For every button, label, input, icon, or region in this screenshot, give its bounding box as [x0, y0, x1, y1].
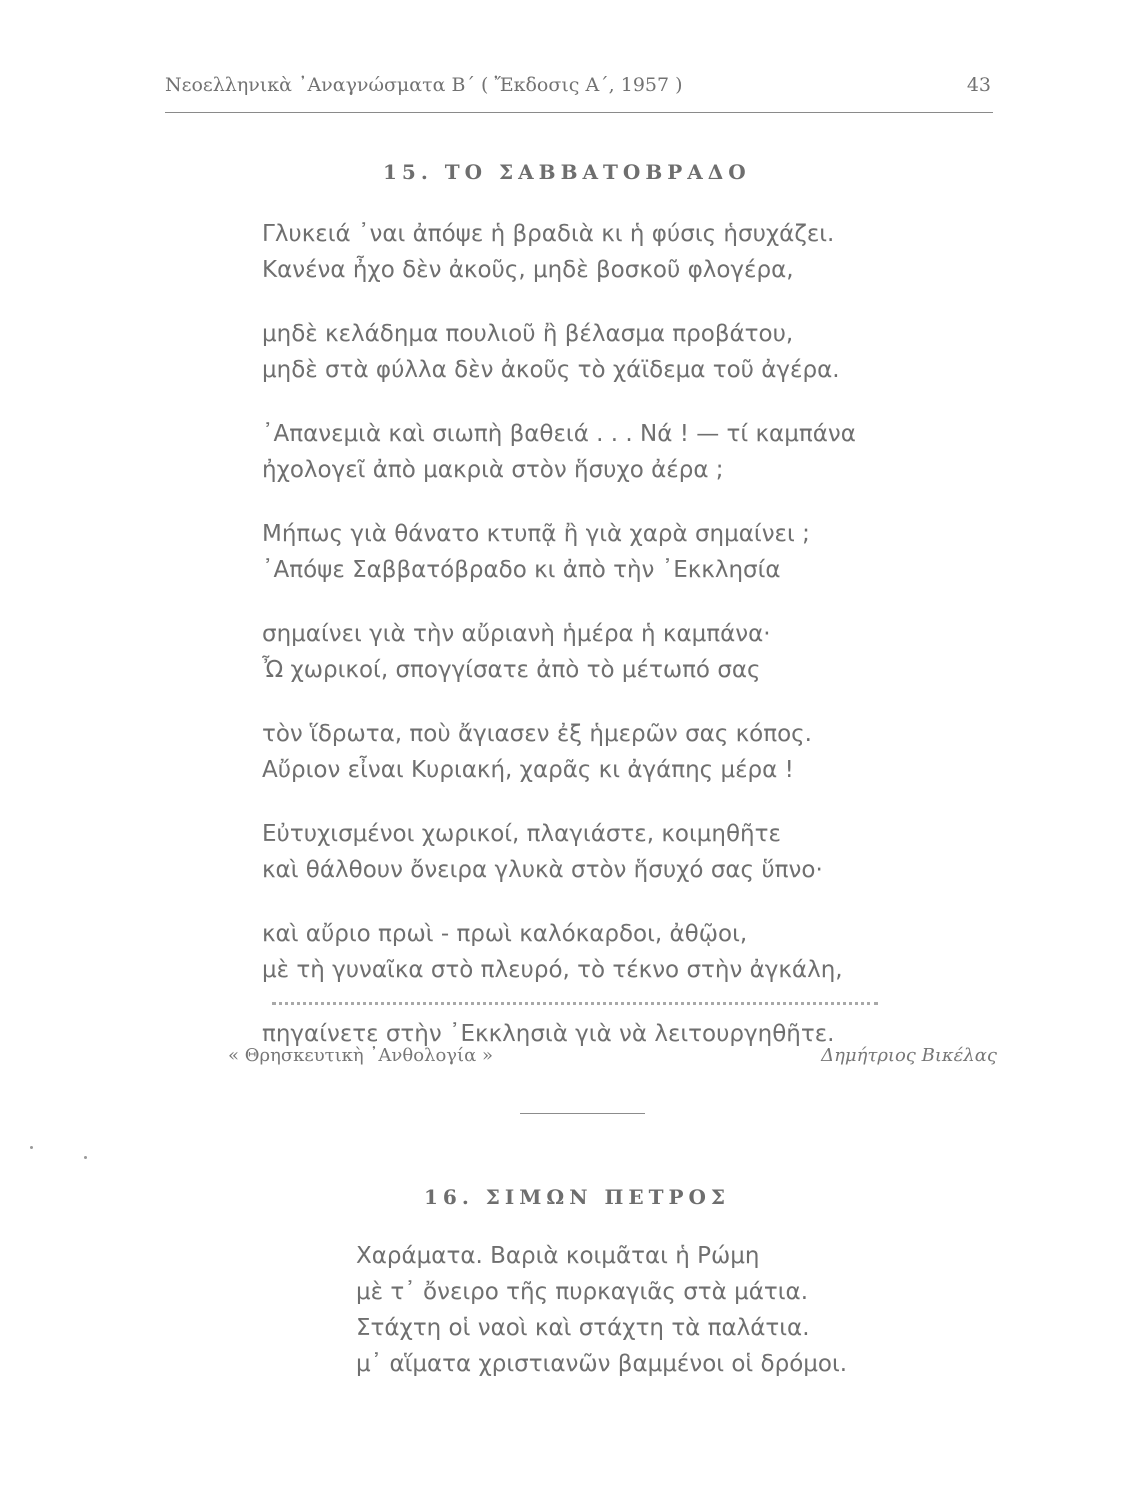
- dotted-ellipsis-rule: [272, 1002, 878, 1011]
- poem-line: τὸν ἵδρωτα, ποὺ ἄγιασεν ἐξ ἡμερῶν σας κόπος.: [262, 721, 812, 747]
- poem-line: καὶ αὔριο πρωὶ - πρωὶ καλόκαρδοι, ἀθῷοι,: [262, 921, 748, 947]
- author-name: Δημήτριος Βικέλας: [821, 1045, 997, 1066]
- poem-line: Ὦ χωρικοί, σπογγίσατε ἀπὸ τὸ μέτωπό σας: [262, 657, 761, 683]
- poem-line: Εὐτυχισμένοι χωρικοί, πλαγιάστε, κοιμηθῆτε: [262, 821, 781, 847]
- scan-speck: [84, 1156, 87, 1159]
- poem-line: μὲ τὴ γυναῖκα στὸ πλευρό, τὸ τέκνο στὴν ἀγκάλη,: [262, 957, 843, 983]
- poem-line: μηδὲ στὰ φύλλα δὲν ἀκοῦς τὸ χάϊδεμα τοῦ ἀγέρα.: [262, 357, 840, 383]
- poem-line: Κανένα ἦχο δὲν ἀκοῦς, μηδὲ βοσκοῦ φλογέρα,: [262, 257, 794, 283]
- scan-speck: [30, 1146, 33, 1149]
- header-rule: [165, 112, 993, 113]
- poem-line: μ᾽ αἵματα χριστιανῶν βαμμένοι οἱ δρόμοι.: [356, 1351, 848, 1377]
- stanza: [262, 816, 856, 888]
- poem-line: σημαίνει γιὰ τὴν αὔριανὴ ἡμέρα ἡ καμπάνα·: [262, 621, 771, 647]
- section-separator: [520, 1113, 645, 1114]
- stanza: [262, 416, 856, 488]
- stanza: [262, 916, 856, 988]
- stanza: [262, 616, 856, 688]
- poem-line: Χαράματα. Βαριὰ κοιμᾶται ἡ Ρώμη: [356, 1243, 760, 1269]
- poem-body-15: [262, 216, 856, 1080]
- source-citation: « Θρησκευτικὴ ᾽Ανθολογία »: [228, 1045, 493, 1066]
- poem-line: πηγαίνετε στὴν ᾽Εκκλησιὰ γιὰ νὰ λειτουργηθῆτε.: [262, 1021, 835, 1047]
- poem-line: ἠχολογεῖ ἀπὸ μακριὰ στὸν ἥσυχο ἀέρα ;: [262, 457, 724, 483]
- poem-line: καὶ θάλθουν ὄνειρα γλυκὰ στὸν ἥσυχό σας ὕπνο·: [262, 857, 823, 883]
- stanza: [262, 216, 856, 288]
- page-number: 43: [966, 74, 991, 96]
- poem-line: ᾽Απόψε Σαββατόβραδο κι ἀπὸ τὴν ᾽Εκκλησία: [262, 557, 781, 583]
- poem-title-16: 16. ΣΙΜΩΝ ΠΕΤΡΟΣ: [424, 1185, 731, 1209]
- poem-line: Αὔριον εἶναι Κυριακή, χαρᾶς κι ἀγάπης μέρα !: [262, 757, 794, 783]
- poem-line: Στάχτη οἱ ναοὶ καὶ στάχτη τὰ παλάτια.: [356, 1315, 810, 1341]
- poem-line: Μήπως γιὰ θάνατο κτυπᾷ ἢ γιὰ χαρὰ σημαίνει ;: [262, 521, 810, 547]
- running-header: [165, 74, 995, 104]
- poem-title-15: 15. ΤΟ ΣΑΒΒΑΤΟΒΡΑΔΟ: [383, 160, 751, 184]
- stanza: [262, 316, 856, 388]
- poem-line: μὲ τ᾽ ὄνειρο τῆς πυρκαγιᾶς στὰ μάτια.: [356, 1279, 809, 1305]
- poem-line: ᾽Απανεμιὰ καὶ σιωπὴ βαθειά . . . Νά ! — τί καμπάνα: [262, 421, 856, 447]
- poem-line: Γλυκειά ᾽ναι ἀπόψε ἡ βραδιὰ κι ἡ φύσις ἡσυχάζει.: [262, 221, 835, 247]
- stanza: [262, 716, 856, 788]
- running-header-title: Νεοελληνικὰ ᾽Αναγνώσματα Β΄ ( Ἔκδοσις Α΄, 1957 ): [165, 74, 683, 96]
- stanza: [262, 516, 856, 588]
- poem-line: μηδὲ κελάδημα πουλιοῦ ἢ βέλασμα προβάτου,: [262, 321, 794, 347]
- poem-body-16: [356, 1238, 847, 1382]
